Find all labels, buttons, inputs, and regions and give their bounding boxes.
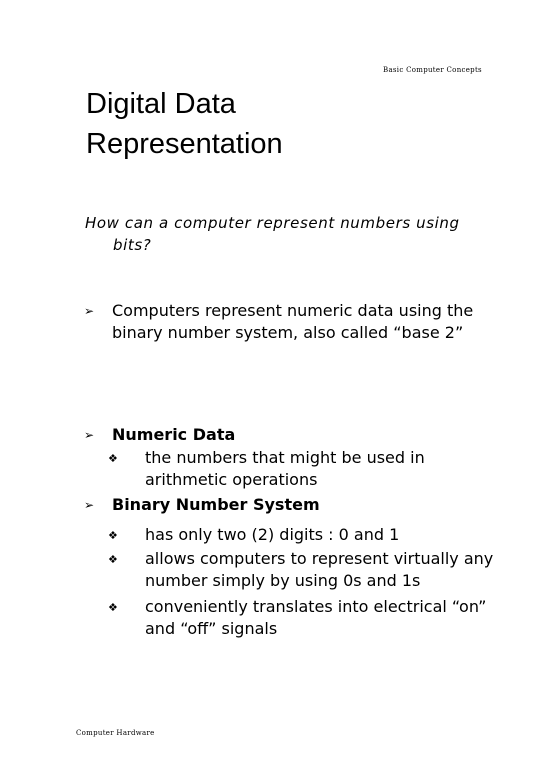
page-title: [86, 84, 283, 164]
sub-bullet-line-1: conveniently translates into electrical “on”: [145, 597, 487, 616]
sub-bullet-line-2: arithmetic operations: [145, 470, 318, 489]
title-line-2: Representation: [86, 128, 283, 160]
diamond-bullet-icon: ❖: [108, 553, 118, 566]
arrow-bullet-icon: ➢: [84, 304, 95, 318]
sub-bullet-line-2: number simply by using 0s and 1s: [145, 571, 421, 590]
sub-bullet-line-1: the numbers that might be used in: [145, 448, 425, 467]
arrow-bullet-icon: ➢: [84, 428, 95, 442]
header-section-label: Basic Computer Concepts: [383, 66, 482, 74]
sub-bullet-line-2: and “off” signals: [145, 619, 278, 638]
diamond-bullet-icon: ❖: [108, 452, 118, 465]
diamond-bullet-icon: ❖: [108, 601, 118, 614]
diamond-bullet-icon: ❖: [108, 529, 118, 542]
bullet-heading: Binary Number System: [112, 495, 320, 514]
bullet-text-line-1: Computers represent numeric data using the: [112, 301, 474, 320]
question-line-2: bits?: [113, 236, 152, 254]
question: [85, 212, 485, 256]
sub-bullet-line-1: allows computers to represent virtually any: [145, 549, 494, 568]
title-line-1: Digital Data: [86, 88, 236, 120]
bullet-heading: Numeric Data: [112, 425, 236, 444]
footer-section-label: Computer Hardware: [76, 729, 155, 737]
sub-bullet-line-1: has only two (2) digits : 0 and 1: [145, 525, 400, 544]
question-line-1: How can a computer represent numbers using: [85, 214, 460, 232]
arrow-bullet-icon: ➢: [84, 498, 95, 512]
bullet-text-line-2: binary number system, also called “base 2”: [112, 323, 464, 342]
